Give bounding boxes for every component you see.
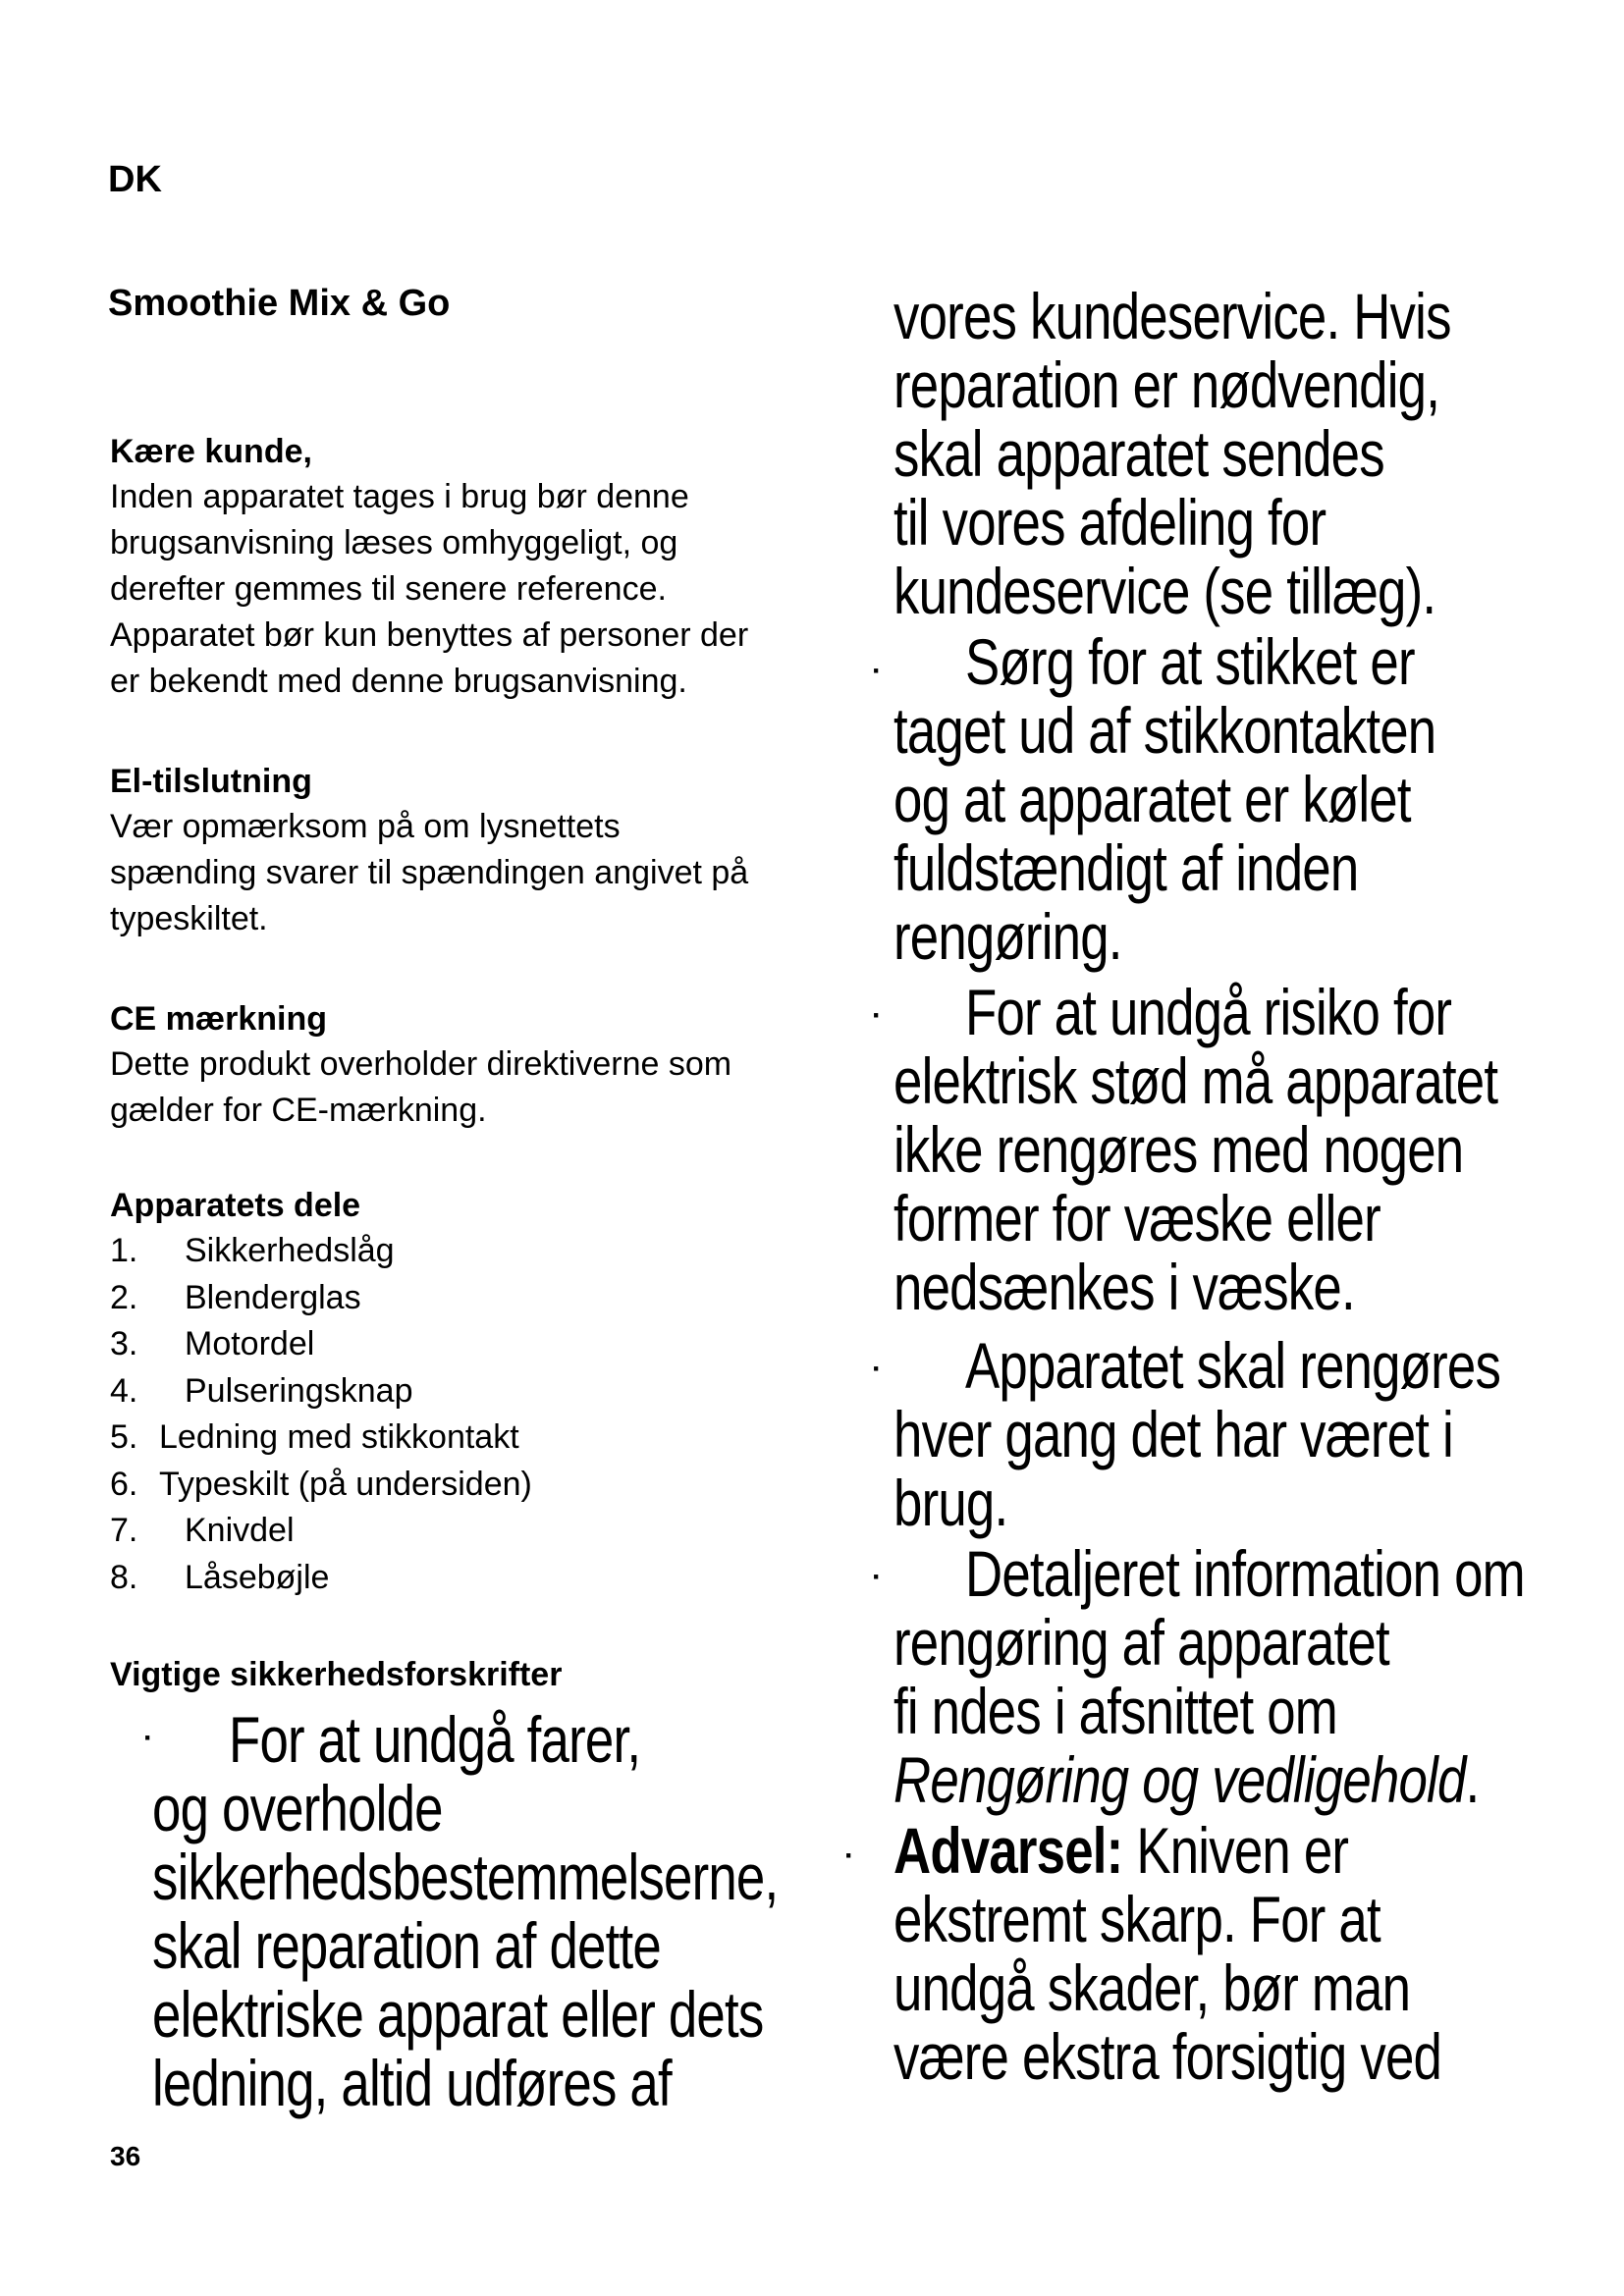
warning-text: Kniven er xyxy=(1122,1814,1349,1887)
item-number: 2. xyxy=(110,1278,138,1316)
item-label: Sikkerhedslåg xyxy=(185,1232,395,1269)
safety-line: reparation er nødvendig, xyxy=(893,348,1440,421)
bullet-icon: · xyxy=(143,1722,153,1754)
safety-line: nedsænkes i væske. xyxy=(893,1251,1355,1323)
item-number: 1. xyxy=(110,1232,138,1269)
intro-line: derefter gemmes til senere reference. xyxy=(110,570,667,608)
parts-list xyxy=(110,1228,797,1601)
punctuation: . xyxy=(1465,1743,1480,1816)
intro-line: Apparatet bør kun benyttes af personer der xyxy=(110,616,749,654)
ce-line: Dette produkt overholder direktiverne som xyxy=(110,1045,732,1083)
safety-line: sikkerhedsbestemmelserne, xyxy=(152,1841,779,1913)
safety-line: rengøring af apparatet xyxy=(893,1606,1389,1679)
safety-line: former for væske eller xyxy=(893,1182,1380,1255)
page-number: 36 xyxy=(110,2141,141,2171)
safety-line: undgå skader, bør man xyxy=(893,1951,1411,2024)
item-label: Typeskilt (på undersiden) xyxy=(159,1465,532,1503)
intro-section xyxy=(110,429,797,705)
parts-heading: Apparatets dele xyxy=(110,1187,361,1224)
safety-line: Detaljeret information om xyxy=(965,1537,1525,1610)
safety-line: For at undgå farer, xyxy=(229,1703,641,1776)
safety-line: ledning, altid udføres af xyxy=(152,2047,672,2119)
safety-line: hver gang det har været i xyxy=(893,1398,1453,1470)
safety-line: vores kundeservice. Hvis xyxy=(893,280,1451,352)
bullet-icon: · xyxy=(872,999,882,1032)
item-label: Blenderglas xyxy=(185,1278,361,1316)
safety-line: skal apparatet sendes xyxy=(893,417,1384,490)
safety-line: elektriske apparat eller dets xyxy=(152,1978,764,2051)
ce-section xyxy=(110,996,797,1134)
item-label: Låsebøjle xyxy=(185,1558,330,1596)
el-line: Vær opmærksom på om lysnettets xyxy=(110,808,621,845)
safety-line: elektrisk stød må apparatet xyxy=(893,1044,1498,1117)
safety-line: Apparatet skal rengøres xyxy=(965,1329,1501,1402)
ce-heading: CE mærkning xyxy=(110,1000,328,1038)
item-label: Ledning med stikkontakt xyxy=(159,1418,519,1456)
intro-line: er bekendt med denne brugsanvisning. xyxy=(110,663,687,700)
safety-line: og at apparatet er kølet xyxy=(893,763,1411,835)
list-item xyxy=(110,1321,797,1368)
safety-line: fi ndes i afsnittet om xyxy=(893,1675,1337,1747)
ce-line: gælder for CE-mærkning. xyxy=(110,1092,487,1129)
warning-label: Advarsel: xyxy=(893,1814,1123,1887)
safety-line: være ekstra forsigtig ved xyxy=(893,2020,1442,2093)
section-reference: Rengøring og vedligehold xyxy=(893,1743,1466,1816)
intro-line: brugsanvisning læses omhyggeligt, og xyxy=(110,524,678,561)
list-item xyxy=(110,1555,797,1602)
el-line: spænding svarer til spændingen angivet på xyxy=(110,854,749,891)
el-section xyxy=(110,759,797,942)
parts-section xyxy=(110,1183,797,1601)
el-line: typeskiltet. xyxy=(110,900,268,937)
safety-line: For at undgå risiko for xyxy=(965,976,1452,1048)
el-heading: El-tilslutning xyxy=(110,763,312,800)
language-code: DK xyxy=(108,159,162,200)
bullet-icon: · xyxy=(872,655,882,687)
item-label: Knivdel xyxy=(185,1512,295,1549)
item-number: 6. xyxy=(110,1465,138,1503)
list-item xyxy=(110,1508,797,1555)
item-label: Pulseringsknap xyxy=(185,1371,413,1410)
safety-line: taget ud af stikkontakten xyxy=(893,694,1436,767)
list-item xyxy=(110,1368,797,1415)
item-number: 5. xyxy=(110,1418,138,1456)
intro-line: Inden apparatet tages i brug bør denne xyxy=(110,478,689,515)
safety-line: brug. xyxy=(893,1467,1008,1539)
list-item xyxy=(110,1415,797,1462)
bullet-icon: · xyxy=(844,1840,854,1872)
safety-heading: Vigtige sikkerhedsforskrifter xyxy=(110,1656,563,1693)
item-label: Motordel xyxy=(185,1325,315,1362)
bullet-icon: · xyxy=(872,1353,882,1385)
safety-line: fuldstændigt af inden xyxy=(893,831,1359,904)
list-item xyxy=(110,1462,797,1509)
item-number: 4. xyxy=(110,1371,138,1410)
item-number: 3. xyxy=(110,1325,138,1362)
list-item xyxy=(110,1228,797,1275)
list-item xyxy=(110,1275,797,1322)
safety-line xyxy=(893,1745,1479,1814)
safety-line: ikke rengøres med nogen xyxy=(893,1113,1464,1186)
intro-heading: Kære kunde, xyxy=(110,433,312,470)
item-number: 7. xyxy=(110,1512,138,1549)
safety-line: Sørg for at stikket er xyxy=(965,625,1415,698)
safety-line: kundeservice (se tillæg). xyxy=(893,555,1436,627)
safety-line xyxy=(893,1816,1348,1885)
safety-line: rengøring. xyxy=(893,900,1122,973)
safety-line: og overholde xyxy=(152,1772,443,1844)
bullet-icon: · xyxy=(872,1561,882,1593)
safety-line: ekstremt skarp. For at xyxy=(893,1883,1380,1955)
safety-line: til vores afdeling for xyxy=(893,486,1326,559)
product-title: Smoothie Mix & Go xyxy=(108,283,451,324)
safety-line: skal reparation af dette xyxy=(152,1909,661,1982)
item-number: 8. xyxy=(110,1558,138,1596)
